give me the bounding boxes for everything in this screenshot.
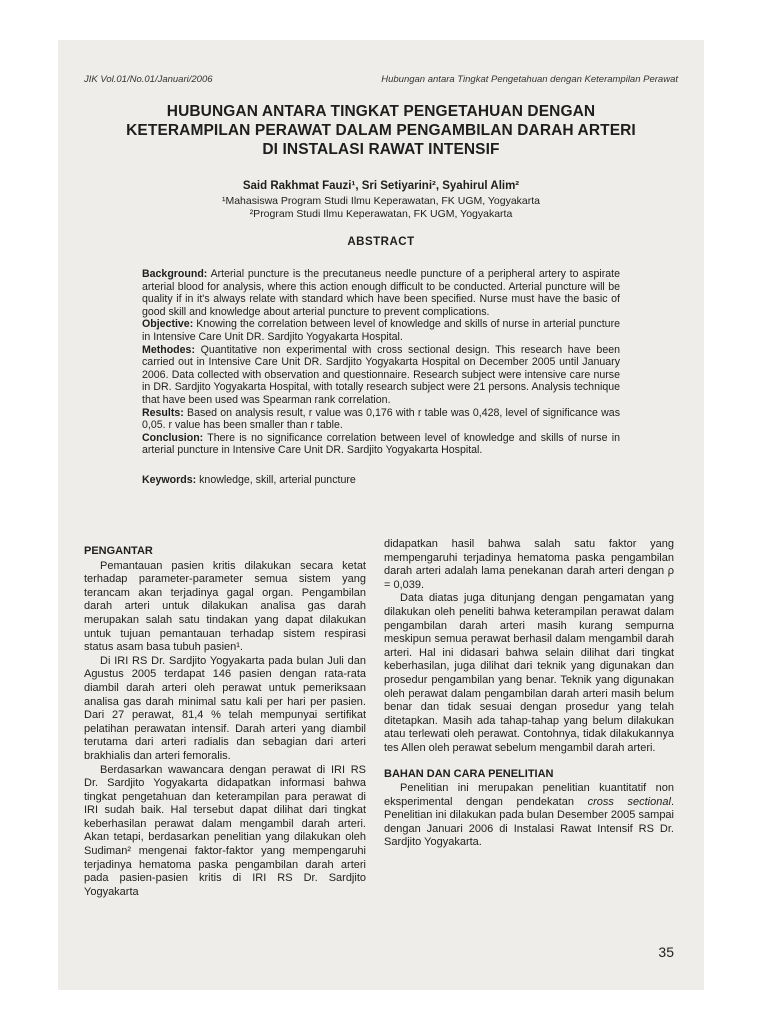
- journal-page: [58, 40, 704, 990]
- authors: Said Rakhmat Fauzi¹, Sri Setiyarini², Syahirul Alim²: [242, 180, 520, 192]
- section-heading-pengantar: PENGANTAR: [84, 545, 153, 557]
- paragraph: Data diatas juga ditunjang dengan pengamatan yang dilakukan oleh peneliti bahwa keterampilan perawat dalam pengambilan darah arteri masih kurang sempurna meskipun semua perawat berhasil dalam mengambil darah arteri. Hal ini didasari bahwa selain dilihat dari tingkat keberhasilan, juga dilihat dari teknik yang digunakan dan prosedur pengambilan yang benar. Teknik yang digunakan oleh perawat dalam pengambilan darah arteri masih belum benar dan tidak sesuai dengan prosedur yang telah ditetapkan. Masih ada tahap-tahap yang belum dilakukan atau terlewati oleh perawat. Contohnya, tidak dilakukannya tes Allen oleh perawat sebelum mengambil darah arteri.: [384, 592, 674, 754]
- title-line-1: HUBUNGAN ANTARA TINGKAT PENGETAHUAN DENGAN: [166, 103, 596, 120]
- title-line-2: KETERAMPILAN PERAWAT DALAM PENGAMBILAN DARAH ARTERI: [126, 122, 636, 139]
- section-heading-bahan: BAHAN DAN CARA PENELITIAN: [384, 767, 554, 780]
- article-title: [78, 102, 684, 159]
- paragraph: Di IRI RS Dr. Sardjito Yogyakarta pada bulan Juli dan Agustus 2005 terdapat 146 pasien dengan rata-rata diambil darah arteri oleh perawat untuk pemeriksaan analisa gas darah minimal satu kali per hari per pasien. Dari 27 perawat, 81,4 % telah mempunyai sertifikat pelatihan perawatan intensif. Darah arteri yang diambil terutama dari arteri radialis dan sebagian dari arteri brakhialis dan arteri femoralis.: [84, 654, 366, 762]
- paragraph: Pemantauan pasien kritis dilakukan secara ketat terhadap parameter-parameter semua sistem yang terancam akan terjadinya gagal organ. Pengambilan darah arteri untuk dilakukan analisa gas darah merupakan salah satu tindakan yang dapat dilakukan untuk tujuan pemantauan terhadap sistem respirasi status asam basa tubuh pasien¹.: [84, 559, 366, 654]
- abstract-methods: Methodes: Quantitative non experimental with cross sectional design. This research have been carried out in Intensive Care Unit DR. Sardjito Yogyakarta Hospital on December 2005 until January 2006. Data collected with observation and questionnaire. Research subject were intensive care nurse in DR. Sardjito Yogyakarta Hospital, with totally research subject were 21 persons. Analysis technique that have been used was Spearman rank correlation.: [142, 343, 620, 406]
- abstract-results: Results: Based on analysis result, r value was 0,176 with r table was 0,428, level of significance was 0,05. r value has been smaller than r table.: [142, 406, 620, 432]
- left-column: [84, 545, 366, 899]
- abstract-objective: Objective: Knowing the correlation between level of knowledge and skills of nurse in arterial puncture in Intensive Care Unit DR. Sardjito Yogyakarta Hospital.: [142, 318, 620, 343]
- affiliation-1: ¹Mahasiswa Program Studi Ilmu Keperawatan, FK UGM, Yogyakarta: [221, 195, 541, 207]
- right-column: [384, 538, 674, 850]
- journal-info: JIK Vol.01/No.01/Januari/2006: [84, 74, 213, 85]
- paragraph: didapatkan hasil bahwa salah satu faktor yang mempengaruhi terjadinya hematoma paska pengambilan darah arteri adalah lama penekanan darah arteri dengan ρ = 0,039.: [384, 538, 674, 591]
- affiliation-2: ²Program Studi Ilmu Keperawatan, FK UGM, Yogyakarta: [249, 208, 513, 220]
- paragraph: Berdasarkan wawancara dengan perawat di IRI RS Dr. Sardjito Yogyakarta didapatkan informasi bahwa tingkat pengetahuan dan keterampilan para perawat di IRI sudah baik. Hal tersebut dapat dilihat dari tingkat keberhasilan perawat dalam mengambil darah arteri. Akan tetapi, berdasarkan penelitian yang dilakukan oleh Sudiman² mengenai faktor-faktor yang mempengaruhi terjadinya hematoma paska pengambilan darah arteri pada pasien-pasien kritis di IRI RS Dr. Sardjito Yogyakarta: [84, 763, 366, 898]
- abstract-heading: ABSTRACT: [347, 236, 415, 248]
- page-number: 35: [658, 944, 674, 960]
- abstract-body: [142, 268, 620, 457]
- running-title: Hubungan antara Tingkat Pengetahuan dengan Keterampilan Perawat: [381, 74, 678, 85]
- keywords: Keywords: knowledge, skill, arterial puncture: [142, 474, 356, 486]
- abstract-conclusion: Conclusion: There is no significance correlation between level of knowledge and skills of nurse in arterial puncture in Intensive Care Unit DR. Sardjito Yogyakarta Hospital.: [142, 431, 620, 457]
- abstract-background: Background: Arterial puncture is the precutaneus needle puncture of a peripheral artery to aspirate arterial blood for analysis, where this action enough difficult to be conducted. Arterial puncture will be quality if in it's always relate with standard which have been specified. Nurse must have the basic of good skill and knowledge about arterial puncture to prevent complications.: [142, 268, 620, 318]
- paragraph: Penelitian ini merupakan penelitian kuantitatif non eksperimental dengan pendekatan cross sectional. Penelitian ini dilakukan pada bulan Desember 2005 sampai dengan Januari 2006 di Instalasi Rawat Intensif RS Dr. Sardjito Yogyakarta.: [384, 782, 674, 849]
- title-line-3: DI INSTALASI RAWAT INTENSIF: [262, 141, 500, 158]
